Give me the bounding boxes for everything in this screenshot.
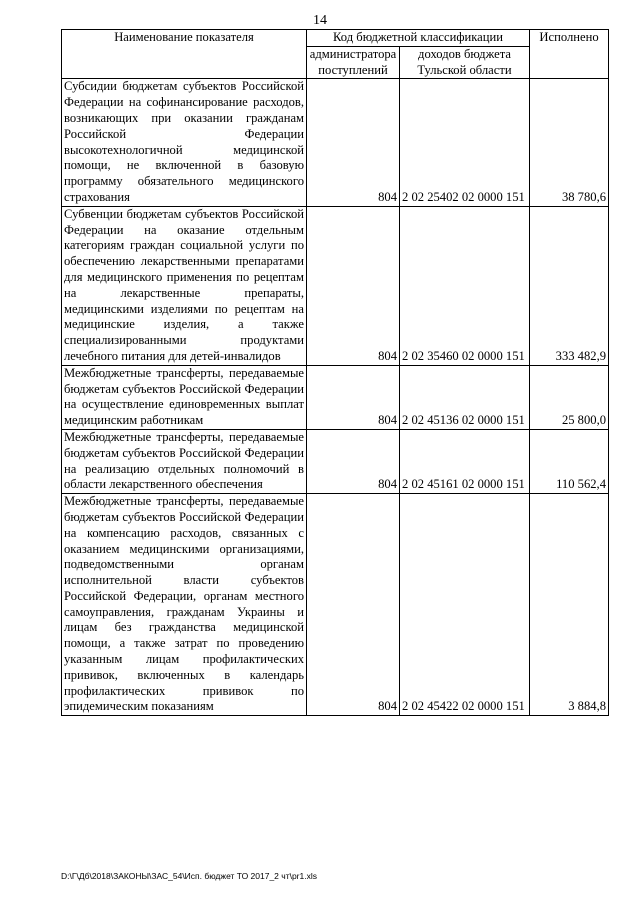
indicator-name: Межбюджетные трансферты, передаваемые бюджетам субъектов Российской Федерации на реализацию отдельных полномочий в области лекарственного обеспечения [62,429,307,493]
executed-amount: 25 800,0 [530,365,609,429]
executed-amount: 3 884,8 [530,494,609,716]
header-row-top [62,30,609,47]
admin-code: 804 [307,79,400,206]
indicator-name: Межбюджетные трансферты, передаваемые бюджетам субъектов Российской Федерации на компенсацию расходов, связанных с оказанием медицинскими организациями, подведомственными органам исполнительной власти субъектов Российской Федерации, органам местного самоуправления, гражданам Украины и лицам без гражданства медицинской помощи, а также затрат по проведению указанным лицам профилактических прививок, включенных в календарь профилактических прививок по эпидемическим показаниям [62,494,307,716]
indicator-name: Субвенции бюджетам субъектов Российской Федерации на оказание отдельным категориям граждан социальной услуги по обеспечению лекарственными препаратами для медицинского применения по рецептам на лекарственные препараты, медицинскими изделиями по рецептам на медицинские изделия, а также специализированными продуктами лечебного питания для детей-инвалидов [62,206,307,365]
income-code: 2 02 45422 02 0000 151 [400,494,530,716]
admin-code: 804 [307,429,400,493]
indicator-name: Межбюджетные трансферты, передаваемые бюджетам субъектов Российской Федерации на осуществление единовременных выплат медицинским работникам [62,365,307,429]
indicator-name: Субсидии бюджетам субъектов Российской Федерации на софинансирование расходов, возникающих при оказании гражданам Российской Федерации высокотехнологичной медицинской помощи, не включенной в базовую программу обязательного медицинского страхования [62,79,307,206]
budget-table [61,29,609,716]
executed-amount: 38 780,6 [530,79,609,206]
header-income-column: доходов бюджета Тульской области [400,46,530,79]
table-row [62,206,609,365]
header-admin-column: администратора поступлений [307,46,400,79]
table-row [62,79,609,206]
header-executed-column: Исполнено [530,30,609,79]
file-path-footer: D:\Г\Дб\2018\ЗАКОНЫ\ЗАС_54\Исп. бюджет ТО 2017_2 чт\pr1.xls [61,871,317,881]
table-row [62,494,609,716]
page-number: 14 [313,13,327,28]
admin-code: 804 [307,365,400,429]
income-code: 2 02 25402 02 0000 151 [400,79,530,206]
table-row [62,365,609,429]
header-name-column: Наименование показателя [62,30,307,79]
header-code-group: Код бюджетной классификации [307,30,530,47]
income-code: 2 02 35460 02 0000 151 [400,206,530,365]
admin-code: 804 [307,206,400,365]
admin-code: 804 [307,494,400,716]
executed-amount: 110 562,4 [530,429,609,493]
executed-amount: 333 482,9 [530,206,609,365]
table-row [62,429,609,493]
income-code: 2 02 45136 02 0000 151 [400,365,530,429]
income-code: 2 02 45161 02 0000 151 [400,429,530,493]
